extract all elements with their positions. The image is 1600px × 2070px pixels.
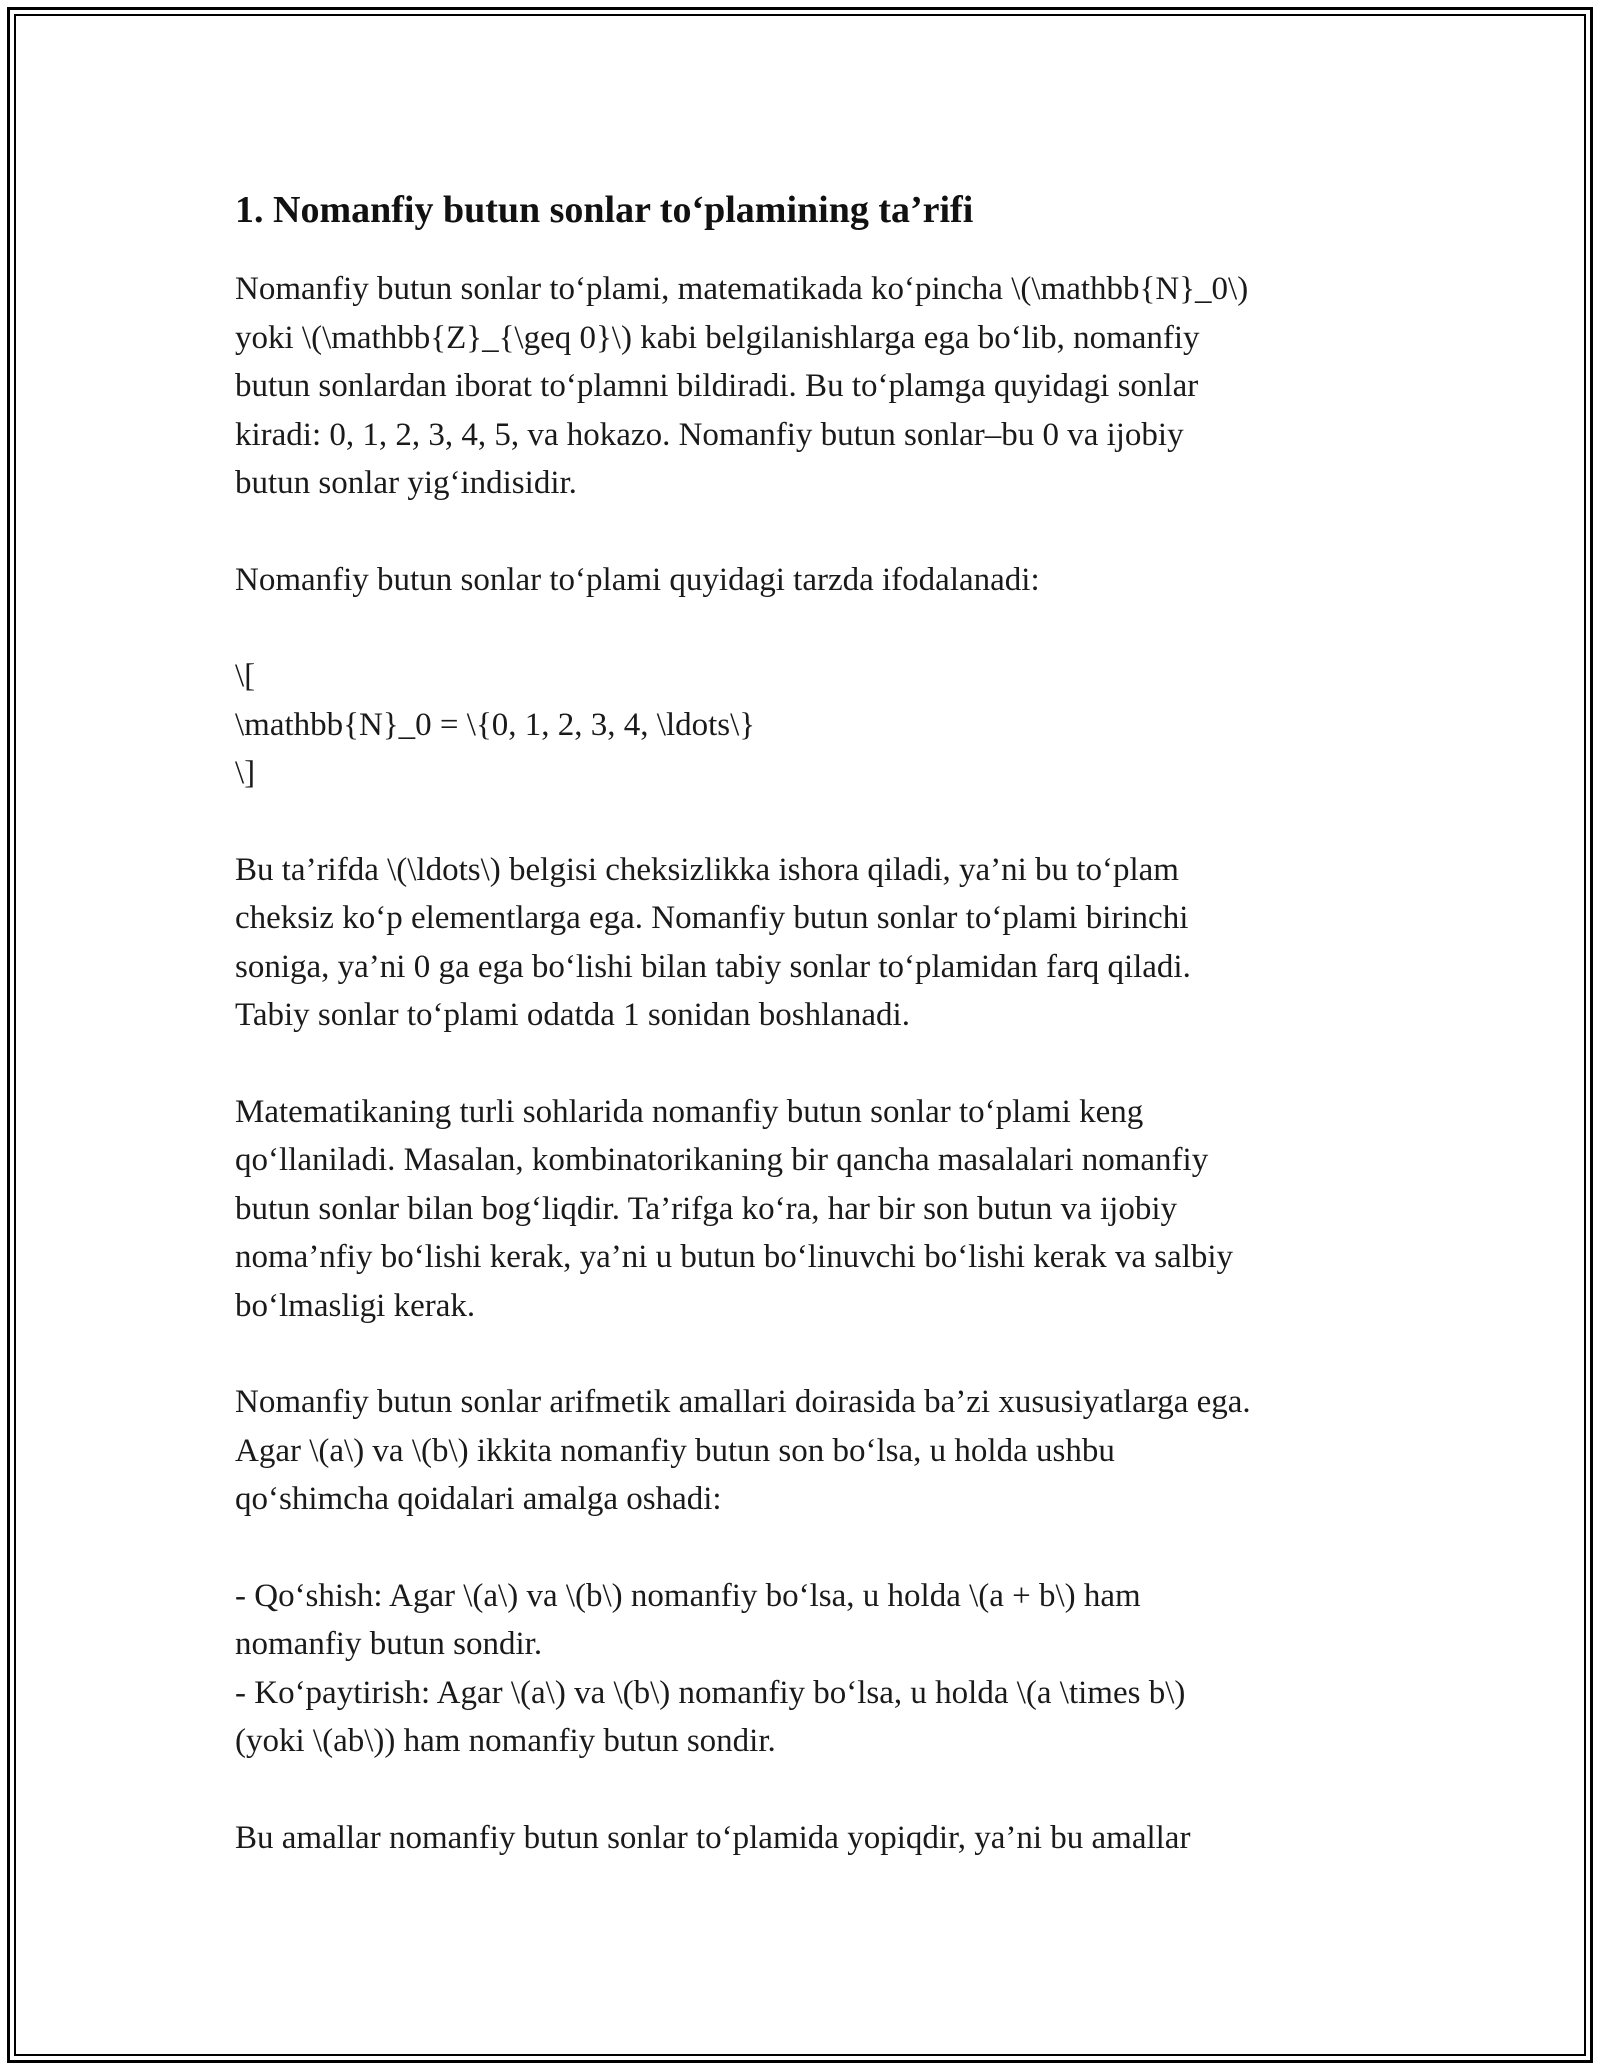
paragraph-arithmetic bbox=[235, 1378, 1385, 1524]
text-line: Tabiy sonlar to‘plami odatda 1 sonidan boshlanadi. bbox=[235, 997, 910, 1033]
paragraph-applications bbox=[235, 1088, 1385, 1331]
text-line: Nomanfiy butun sonlar to‘plami quyidagi tarzda ifodalanadi: bbox=[235, 561, 1040, 598]
text-line: butun sonlardan iborat to‘plamni bildiradi. Bu to‘plamga quyidagi sonlar bbox=[235, 368, 1199, 404]
math-display-block bbox=[235, 652, 1385, 798]
text-line: Bu ta’rifda \(\ldots\) belgisi cheksizlikka ishora qiladi, ya’ni bu to‘plam bbox=[235, 851, 1179, 888]
text-line: Bu amallar nomanfiy butun sonlar to‘plamida yopiqdir, ya’ni bu amallar bbox=[235, 1819, 1191, 1856]
paragraph-ldots-explanation bbox=[235, 846, 1385, 1040]
operations-list bbox=[235, 1572, 1385, 1766]
text-line: yoki \(\mathbb{Z}_{\geq 0}\) kabi belgilanishlarga ega bo‘lib, nomanfiy bbox=[235, 319, 1200, 356]
section-heading: 1. Nomanfiy butun sonlar to‘plamining ta’rifi bbox=[235, 189, 974, 231]
text-line: noma’nfiy bo‘lishi kerak, ya’ni u butun bo‘linuvchi bo‘lishi kerak va salbiy bbox=[235, 1239, 1234, 1275]
math-line: \mathbb{N}_0 = \{0, 1, 2, 3, 4, \ldots\} bbox=[235, 706, 756, 743]
document-body bbox=[235, 185, 1385, 1910]
text-line: soniga, ya’ni 0 ga ega bo‘lishi bilan tabiy sonlar to‘plamidan farq qiladi. bbox=[235, 948, 1191, 985]
text-line: qo‘llaniladi. Masalan, kombinatorikaning bir qancha masalalari nomanfiy bbox=[235, 1142, 1209, 1178]
text-line: qo‘shimcha qoidalari amalga oshadi: bbox=[235, 1481, 722, 1517]
text-line: Nomanfiy butun sonlar arifmetik amallari doirasida ba’zi xususiyatlarga ega. bbox=[235, 1384, 1251, 1420]
text-line: Matematikaning turli sohlarida nomanfiy butun sonlar to‘plami keng bbox=[235, 1093, 1144, 1130]
paragraph-expression-intro bbox=[235, 556, 1385, 605]
math-line: \] bbox=[235, 755, 256, 791]
list-item: - Qo‘shish: Agar \(a\) va \(b\) nomanfiy bo‘lsa, u holda \(a + b\) ham bbox=[235, 1577, 1141, 1614]
paragraph-closure bbox=[235, 1814, 1385, 1863]
list-item-continuation: (yoki \(ab\)) ham nomanfiy butun sondir. bbox=[235, 1723, 776, 1759]
text-line: butun sonlar yig‘indisidir. bbox=[235, 465, 577, 501]
text-line: Nomanfiy butun sonlar to‘plami, matematikada ko‘pincha \(\mathbb{N}_0\) bbox=[235, 271, 1249, 307]
math-line: \[ bbox=[235, 658, 256, 694]
paragraph-definition bbox=[235, 265, 1385, 508]
text-line: Agar \(a\) va \(b\) ikkita nomanfiy butun son bo‘lsa, u holda ushbu bbox=[235, 1432, 1115, 1469]
text-line: kiradi: 0, 1, 2, 3, 4, 5, va hokazo. Nomanfiy butun sonlar–bu 0 va ijobiy bbox=[235, 416, 1184, 453]
list-item: - Ko‘paytirish: Agar \(a\) va \(b\) nomanfiy bo‘lsa, u holda \(a \times b\) bbox=[235, 1674, 1186, 1711]
text-line: bo‘lmasligi kerak. bbox=[235, 1287, 476, 1324]
text-line: butun sonlar bilan bog‘liqdir. Ta’rifga ko‘ra, har bir son butun va ijobiy bbox=[235, 1190, 1177, 1227]
list-item-continuation: nomanfiy butun sondir. bbox=[235, 1626, 543, 1662]
text-line: cheksiz ko‘p elementlarga ega. Nomanfiy butun sonlar to‘plami birinchi bbox=[235, 900, 1189, 936]
